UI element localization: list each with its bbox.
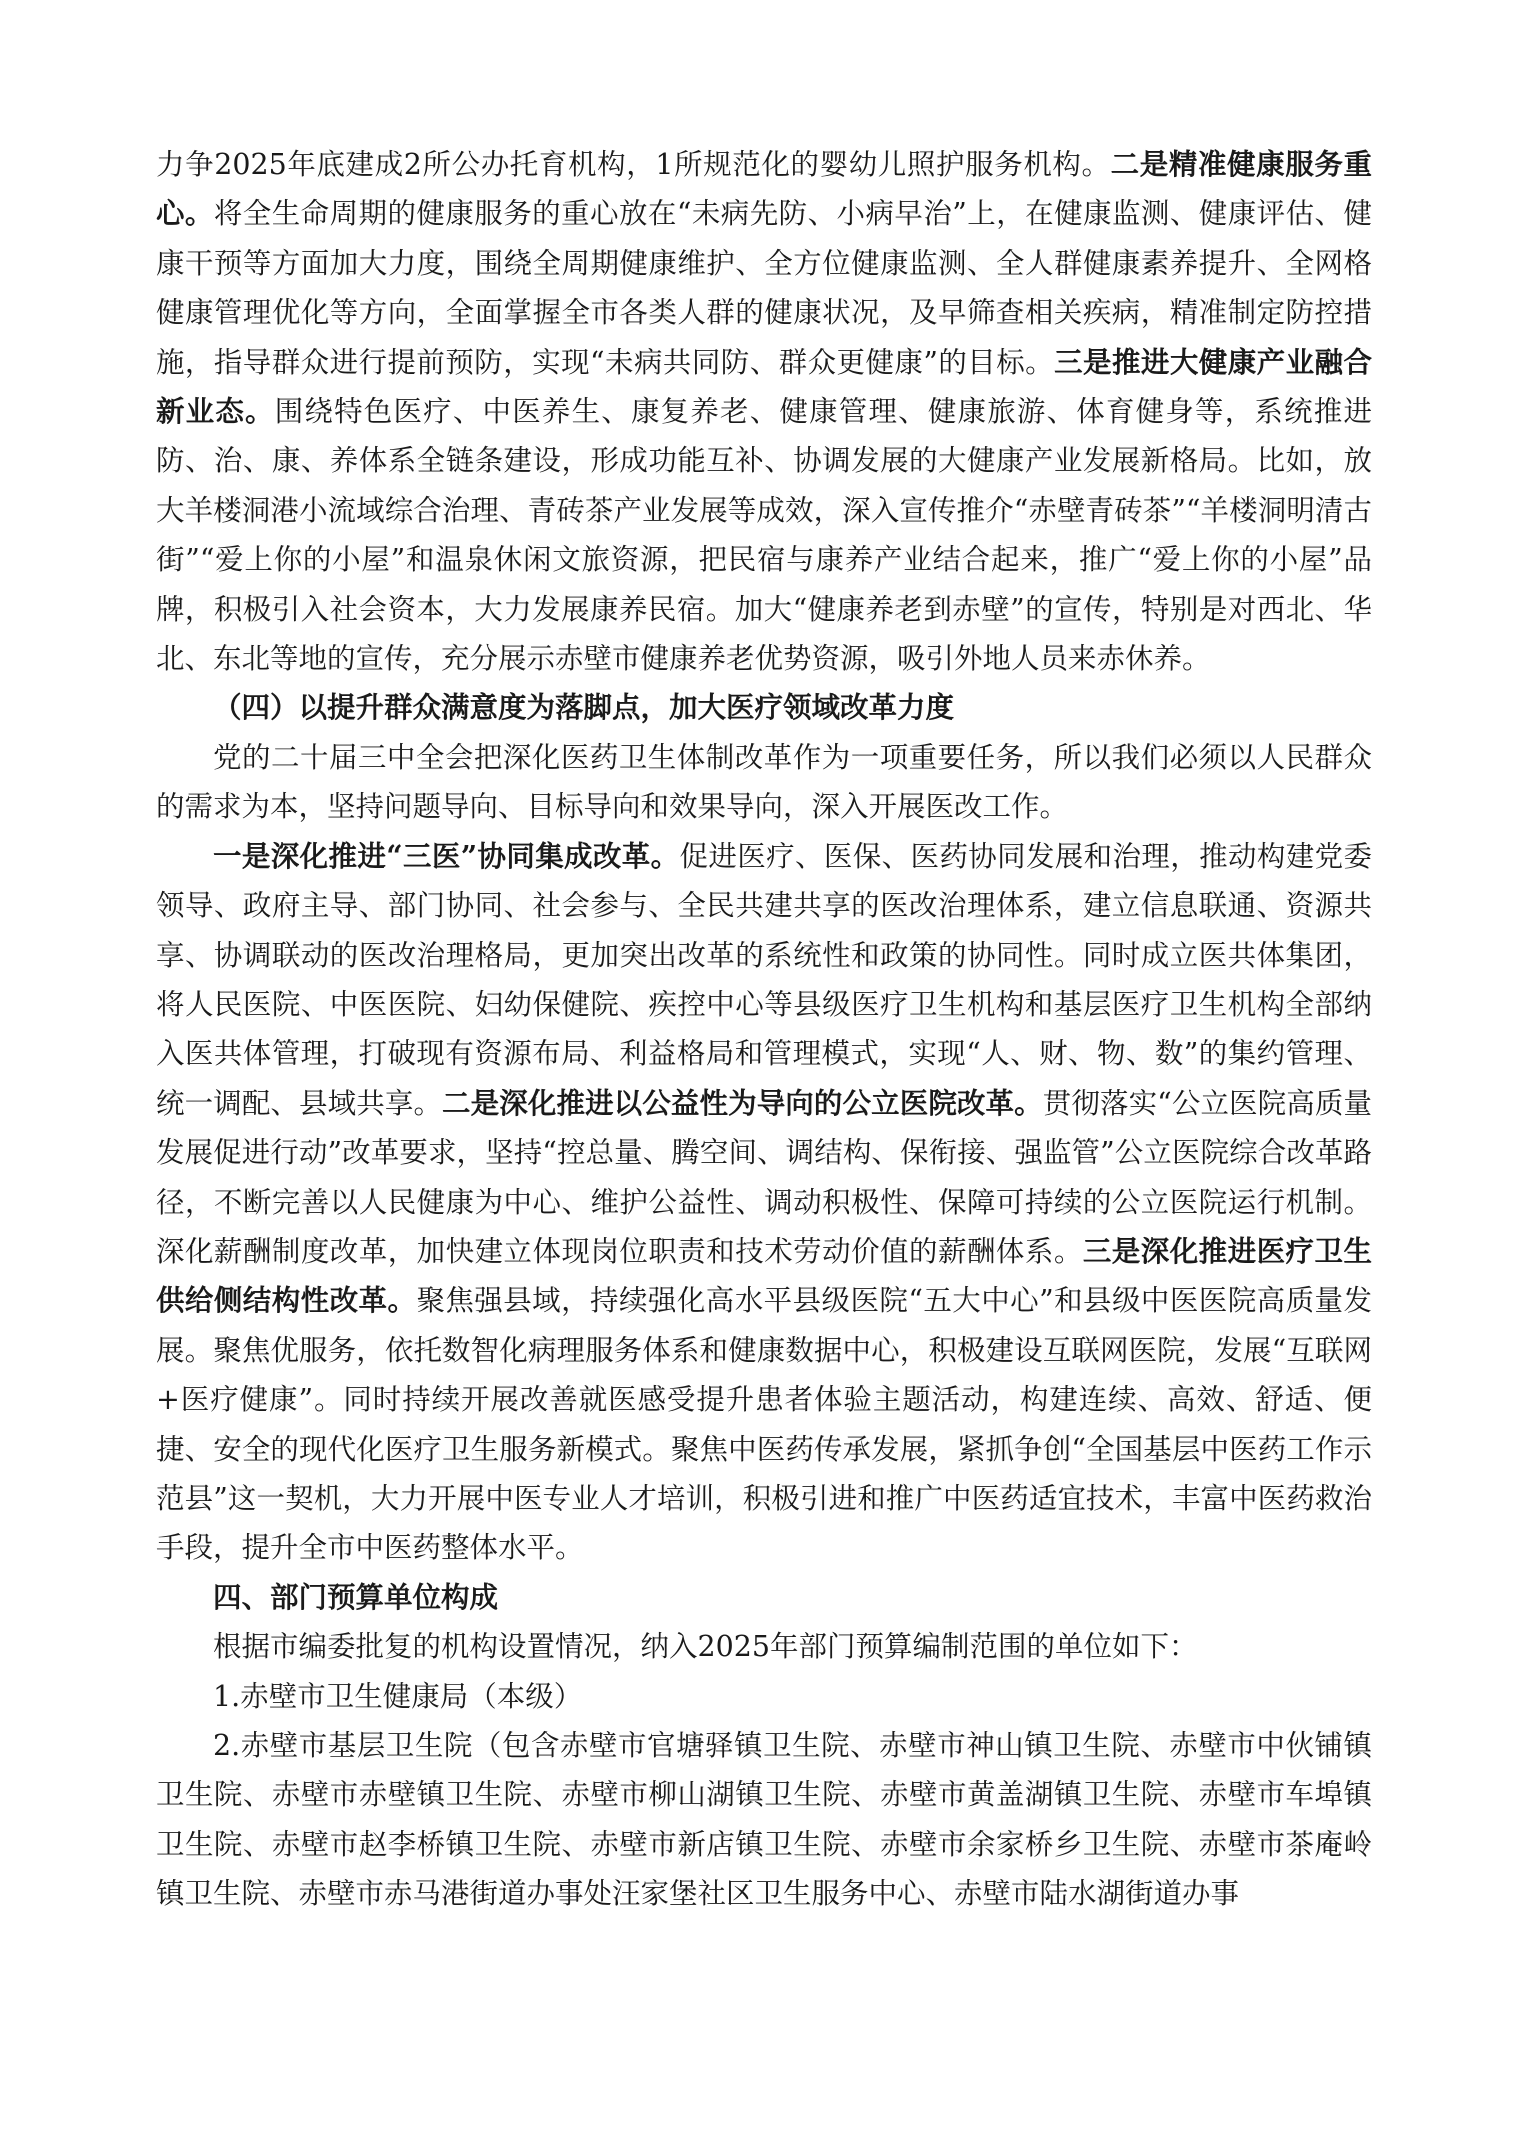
body-paragraph (156, 140, 1372, 683)
text-segment: 1.赤壁市卫生健康局（本级） (213, 1679, 583, 1713)
text-segment: 促进医疗、医保、医药协同发展和治理，推动构建党委领导、政府主导、部门协同、社会参与、全民共建共享的医改治理体系，建立信息联通、资源共享、协调联动的医改治理格局，更加突出改革的系统性和政策的协同性。同时成立医共体集团，将人民医院、中医医院、妇幼保健院、疾控中心等县级医疗卫生机构和基层医疗卫生机构全部纳入医共体管理，打破现有资源布局、利益格局和管理模式，实现“人、财、物、数”的集约管理、统一调配、县域共享。 (156, 839, 1372, 1120)
body-paragraph (156, 733, 1372, 832)
bold-lead-text: 一是深化推进“三医”协同集成改革。 (213, 838, 680, 873)
list-item (156, 1721, 1372, 1919)
subsection-heading: （四）以提升群众满意度为落脚点，加大医疗领域改革力度 (213, 690, 955, 725)
text-segment: 将全生命周期的健康服务的重心放在“未病先防、小病早治”上，在健康监测、健康评估、健康干预等方面加大力度，围绕全周期健康维护、全方位健康监测、全人群健康素养提升、全网格健康管理优化等方向，全面掌握全市各类人群的健康状况，及早筛查相关疾病，精准制定防控措施，指导群众进行提前预防，实现“未病共同防、群众更健康”的目标。 (156, 197, 1372, 379)
body-paragraph (156, 1622, 1372, 1671)
bold-lead-text: 二是精准健康服务重心。 (156, 147, 1372, 231)
bold-lead-text: 三是推进大健康产业融合新业态。 (156, 344, 1372, 429)
text-segment: 围绕特色医疗、中医养生、康复养老、健康管理、健康旅游、体育健身等，系统推进防、治、康、养体系全链条建设，形成功能互补、协调发展的大健康产业发展新格局。比如，放大羊楼洞港小流域综合治理、青砖茶产业发展等成效，深入宣传推介“赤壁青砖茶”“羊楼洞明清古街”“爱上你的小屋”和温泉休闲文旅资源，把民宿与康养产业结合起来，推广“爱上你的小屋”品牌，积极引入社会资本，大力发展康养民宿。加大“健康养老到赤壁”的宣传，特别是对西北、华北、东北等地的宣传，充分展示赤壁市健康养老优势资源，吸引外地人员来赤休养。 (156, 395, 1372, 676)
text-segment: 党的二十届三中全会把深化医药卫生体制改革作为一项重要任务，所以我们必须以人民群众的需求为本，坚持问题导向、目标导向和效果导向，深入开展医改工作。 (156, 740, 1372, 824)
text-segment: 聚焦强县域，持续强化高水平县级医院“五大中心”和县级中医医院高质量发展。聚焦优服务，依托数智化病理服务体系和健康数据中心，积极建设互联网医院，发展“互联网+医疗健康”。同时持续开展改善就医感受提升患者体验主题活动，构建连续、高效、舒适、便捷、安全的现代化医疗卫生服务新模式。聚焦中医药传承发展，紧抓争创“全国基层中医药工作示范县”这一契机，大力开展中医专业人才培训，积极引进和推广中医药适宜技术，丰富中医药救治手段，提升全市中医药整体水平。 (156, 1284, 1372, 1565)
text-segment: 力争2025年底建成2所公办托育机构，1所规范化的婴幼儿照护服务机构。 (156, 148, 1111, 181)
bold-lead-text: 二是深化推进以公益性为导向的公立医院改革。 (442, 1085, 1043, 1120)
text-segment: 贯彻落实“公立医院高质量发展促进行动”改革要求，坚持“控总量、腾空间、调结构、保衔接、强监管”公立医院综合改革路径，不断完善以人民健康为中心、维护公益性、调动积极性、保障可持续的公立医院运行机制。深化薪酬制度改革，加快建立体现岗位职责和技术劳动价值的薪酬体系。 (156, 1086, 1372, 1268)
text-segment: 根据市编委批复的机构设置情况，纳入2025年部门预算编制范围的单位如下： (213, 1630, 1198, 1664)
section-heading: 四、部门预算单位构成 (213, 1579, 499, 1614)
list-item (156, 1672, 1372, 1721)
text-segment: 2.赤壁市基层卫生院（包含赤壁市官塘驿镇卫生院、赤壁市神山镇卫生院、赤壁市中伙铺镇卫生院、赤壁市赤壁镇卫生院、赤壁市柳山湖镇卫生院、赤壁市黄盖湖镇卫生院、赤壁市车埠镇卫生院、赤壁市赵李桥镇卫生院、赤壁市新店镇卫生院、赤壁市余家桥乡卫生院、赤壁市茶庵岭镇卫生院、赤壁市赤马港街道办事处汪家堡社区卫生服务中心、赤壁市陆水湖街道办事 (156, 1729, 1372, 1911)
body-paragraph (156, 832, 1372, 1573)
bold-lead-text: 三是深化推进医疗卫生供给侧结构性改革。 (156, 1233, 1372, 1318)
